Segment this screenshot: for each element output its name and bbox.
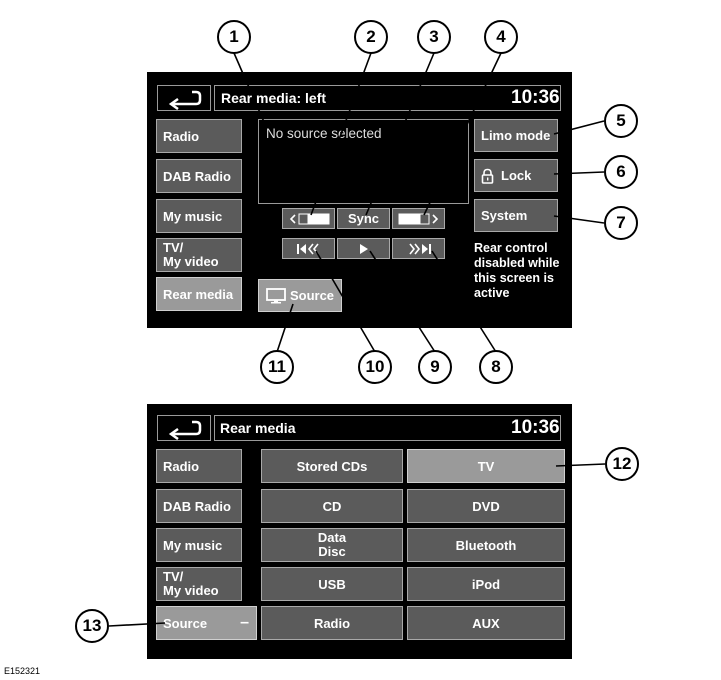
sidebar-item-my-music[interactable]: My music bbox=[156, 528, 242, 562]
source-usb[interactable]: USB bbox=[261, 567, 403, 601]
callout-11: 11 bbox=[260, 350, 294, 384]
source-data-disc[interactable]: Data Disc bbox=[261, 528, 403, 562]
callout-13: 13 bbox=[75, 609, 109, 643]
sidebar-item-dab-radio[interactable]: DAB Radio bbox=[156, 159, 242, 193]
collapse-icon[interactable]: – bbox=[240, 614, 249, 631]
limo-mode-button[interactable]: Limo mode bbox=[474, 119, 558, 152]
figure-code: E152321 bbox=[4, 666, 41, 676]
callout-8: 8 bbox=[479, 350, 513, 384]
callout-12: 12 bbox=[605, 447, 639, 481]
callout-2: 2 bbox=[354, 20, 388, 54]
source-bluetooth[interactable]: Bluetooth bbox=[407, 528, 565, 562]
source-radio[interactable]: Radio bbox=[261, 606, 403, 640]
clock: 10:36 bbox=[511, 87, 560, 108]
system-button[interactable]: System bbox=[474, 199, 558, 232]
source-status: No source selected bbox=[266, 126, 382, 141]
callout-10: 10 bbox=[358, 350, 392, 384]
callout-9: 9 bbox=[418, 350, 452, 384]
sidebar-item-tv-my-video[interactable]: TV/ My video bbox=[156, 567, 242, 601]
sidebar-item-tv-my-video[interactable]: TV/ My video bbox=[156, 238, 242, 272]
source-aux[interactable]: AUX bbox=[407, 606, 565, 640]
sync-button[interactable]: Sync bbox=[337, 208, 390, 229]
callout-1: 1 bbox=[217, 20, 251, 54]
sidebar-item-dab-radio[interactable]: DAB Radio bbox=[156, 489, 242, 523]
rear-control-notice: Rear control disabled while this screen is active bbox=[474, 241, 560, 300]
source-tv[interactable]: TV bbox=[407, 449, 565, 483]
lock-label: Lock bbox=[501, 168, 532, 183]
source-dvd[interactable]: DVD bbox=[407, 489, 565, 523]
callout-5: 5 bbox=[604, 104, 638, 138]
sidebar-item-radio[interactable]: Radio bbox=[156, 119, 242, 153]
callout-6: 6 bbox=[604, 155, 638, 189]
sidebar-item-radio[interactable]: Radio bbox=[156, 449, 242, 483]
callout-4: 4 bbox=[484, 20, 518, 54]
clock: 10:36 bbox=[511, 417, 560, 438]
callout-3: 3 bbox=[417, 20, 451, 54]
source-cd[interactable]: CD bbox=[261, 489, 403, 523]
sidebar-item-rear-media[interactable]: Rear media bbox=[156, 277, 242, 311]
callout-7: 7 bbox=[604, 206, 638, 240]
page-title: Rear media bbox=[220, 420, 296, 436]
page-title: Rear media: left bbox=[221, 90, 327, 106]
source-menu-label: Source bbox=[163, 615, 208, 631]
sidebar-item-my-music[interactable]: My music bbox=[156, 199, 242, 233]
source-button-label: Source bbox=[289, 288, 335, 303]
source-stored-cds[interactable]: Stored CDs bbox=[261, 449, 403, 483]
source-ipod[interactable]: iPod bbox=[407, 567, 565, 601]
